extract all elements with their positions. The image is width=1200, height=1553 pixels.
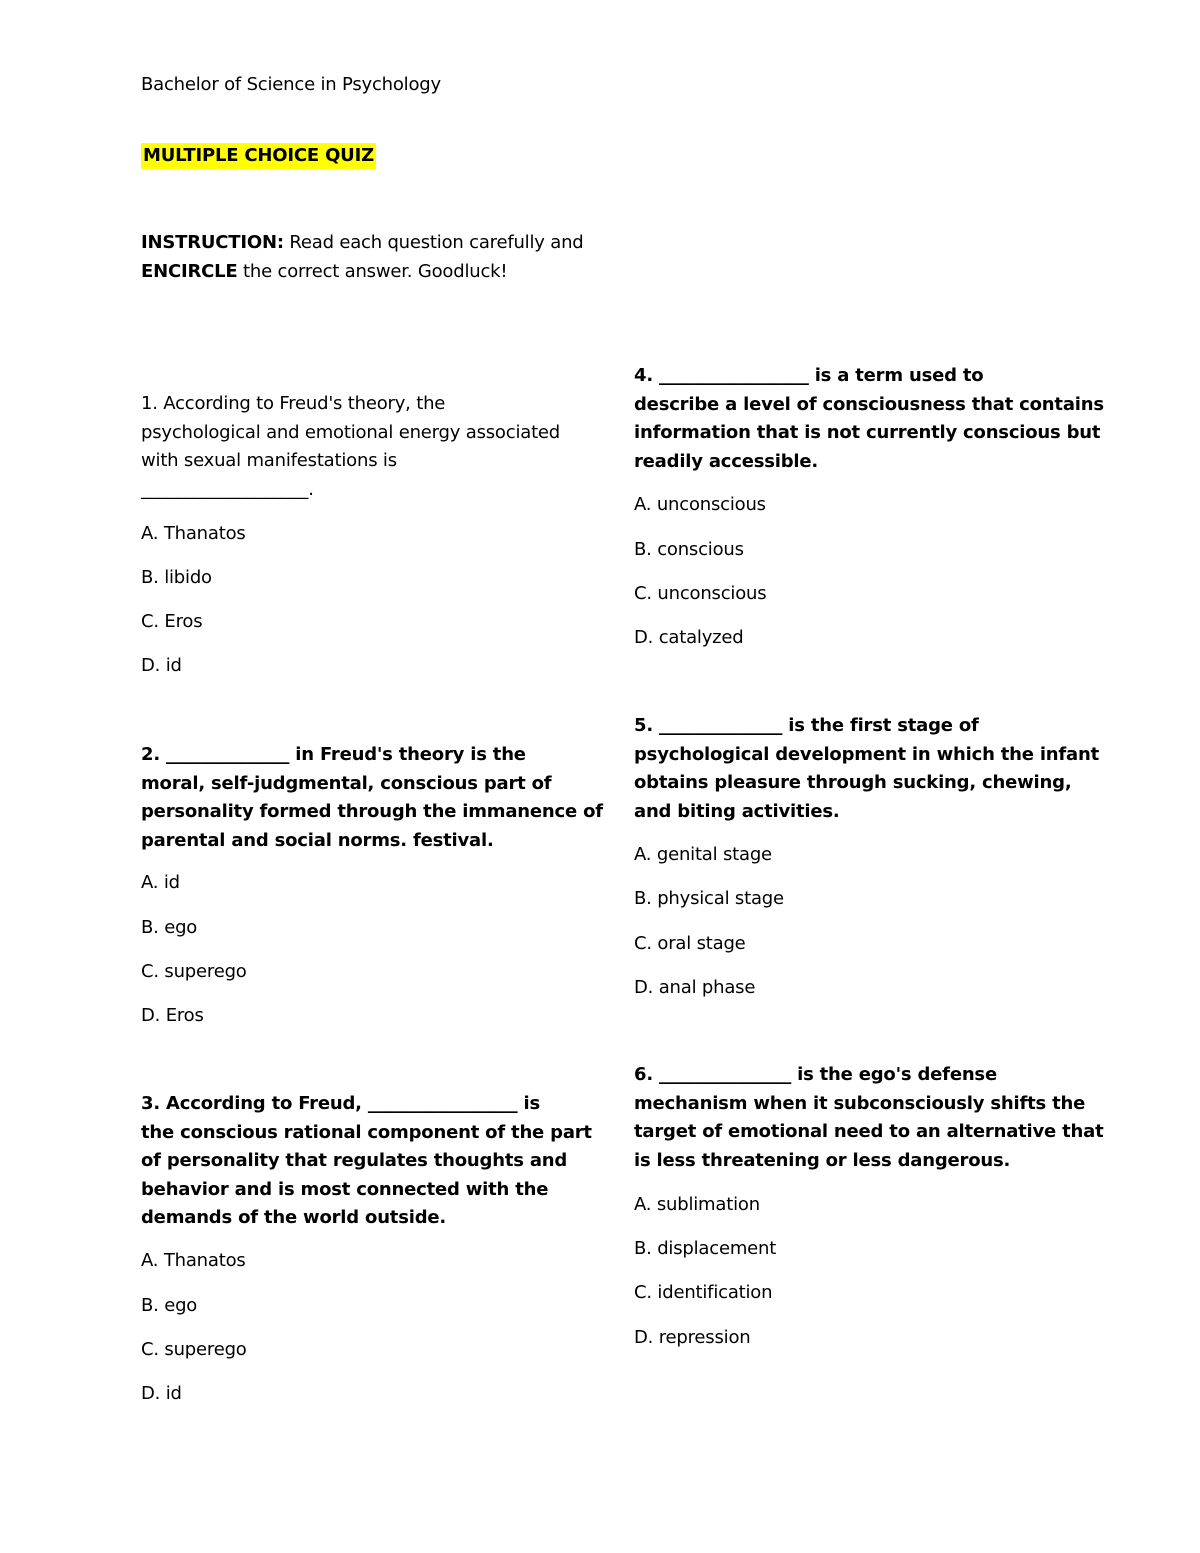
question-1-line: with sexual manifestations is [141, 450, 397, 471]
question-6-line: 6. _______________ is the ego's defense [634, 1064, 997, 1085]
quiz-title-text: MULTIPLE CHOICE QUIZ [141, 143, 376, 169]
instruction-text-1: Read each question carefully and [283, 232, 584, 253]
question-3-line: demands of the world outside. [141, 1207, 447, 1228]
question-4-line: 4. _________________ is a term used to [634, 365, 984, 386]
question-4-line: information that is not currently conscious but [634, 422, 1101, 443]
question-4-line: describe a level of consciousness that contains [634, 393, 1104, 415]
question-3-line: of personality that regulates thoughts and [141, 1150, 568, 1171]
question-5 [634, 712, 1099, 826]
q4-option-a[interactable]: A. unconscious [634, 494, 766, 515]
question-6-line: is less threatening or less dangerous. [634, 1149, 1011, 1171]
q1-option-d[interactable]: D. id [141, 655, 182, 676]
q4-option-b[interactable]: B. conscious [634, 539, 744, 560]
question-4 [634, 362, 1104, 476]
question-2-line: parental and social norms. festival. [141, 829, 494, 851]
question-6 [634, 1061, 1104, 1175]
question-5-line: obtains pleasure through sucking, chewing, [634, 772, 1072, 793]
question-1-line: psychological and emotional energy associated [141, 421, 561, 443]
question-2-line: moral, self-judgmental, conscious part of [141, 772, 552, 794]
question-2-line: personality formed through the immanence of [141, 801, 603, 822]
q5-option-b[interactable]: B. physical stage [634, 888, 784, 909]
q2-option-b[interactable]: B. ego [141, 917, 198, 938]
q2-option-d[interactable]: D. Eros [141, 1005, 204, 1026]
question-3-line: the conscious rational component of the part [141, 1121, 592, 1143]
question-1-line: 1. According to Freud's theory, the [141, 393, 446, 414]
question-1 [141, 390, 560, 504]
q2-option-c[interactable]: C. superego [141, 961, 247, 982]
instruction-label: INSTRUCTION: [141, 232, 284, 253]
q1-option-c[interactable]: C. Eros [141, 611, 203, 632]
question-3-line: behavior and is most connected with the [141, 1178, 549, 1200]
q3-option-c[interactable]: C. superego [141, 1339, 247, 1360]
q5-option-c[interactable]: C. oral stage [634, 933, 746, 954]
instruction-text-2: the correct answer. Goodluck! [237, 261, 508, 282]
question-2 [141, 741, 603, 855]
q1-option-a[interactable]: A. Thanatos [141, 523, 246, 544]
q3-option-a[interactable]: A. Thanatos [141, 1250, 246, 1271]
q3-option-d[interactable]: D. id [141, 1383, 182, 1404]
question-5-line: psychological development in which the infant [634, 743, 1100, 765]
q6-option-b[interactable]: B. displacement [634, 1238, 777, 1259]
question-2-line: 2. ______________ in Freud's theory is the [141, 744, 526, 765]
q3-option-b[interactable]: B. ego [141, 1295, 198, 1316]
question-6-line: mechanism when it subconsciously shifts the [634, 1092, 1086, 1114]
program-title: Bachelor of Science in Psychology [141, 74, 441, 95]
question-1-line: ___________________. [141, 478, 314, 500]
instruction-line-2 [141, 258, 507, 286]
q2-option-a[interactable]: A. id [141, 872, 180, 893]
q4-option-d[interactable]: D. catalyzed [634, 627, 744, 648]
q1-option-b[interactable]: B. libido [141, 567, 212, 588]
q4-option-c[interactable]: C. unconscious [634, 583, 767, 604]
instruction-emphasis: ENCIRCLE [141, 261, 238, 282]
q5-option-a[interactable]: A. genital stage [634, 844, 772, 865]
question-3 [141, 1090, 592, 1233]
question-5-line: 5. ______________ is the first stage of [634, 715, 979, 736]
question-3-line: 3. According to Freud, _________________ is [141, 1093, 540, 1114]
q5-option-d[interactable]: D. anal phase [634, 977, 756, 998]
q6-option-a[interactable]: A. sublimation [634, 1194, 760, 1215]
instruction-line-1 [141, 229, 584, 257]
question-5-line: and biting activities. [634, 800, 840, 822]
question-6-line: target of emotional need to an alternative that [634, 1121, 1104, 1142]
question-4-line: readily accessible. [634, 450, 819, 472]
q6-option-d[interactable]: D. repression [634, 1327, 751, 1348]
q6-option-c[interactable]: C. identification [634, 1282, 773, 1303]
quiz-title [141, 145, 376, 166]
